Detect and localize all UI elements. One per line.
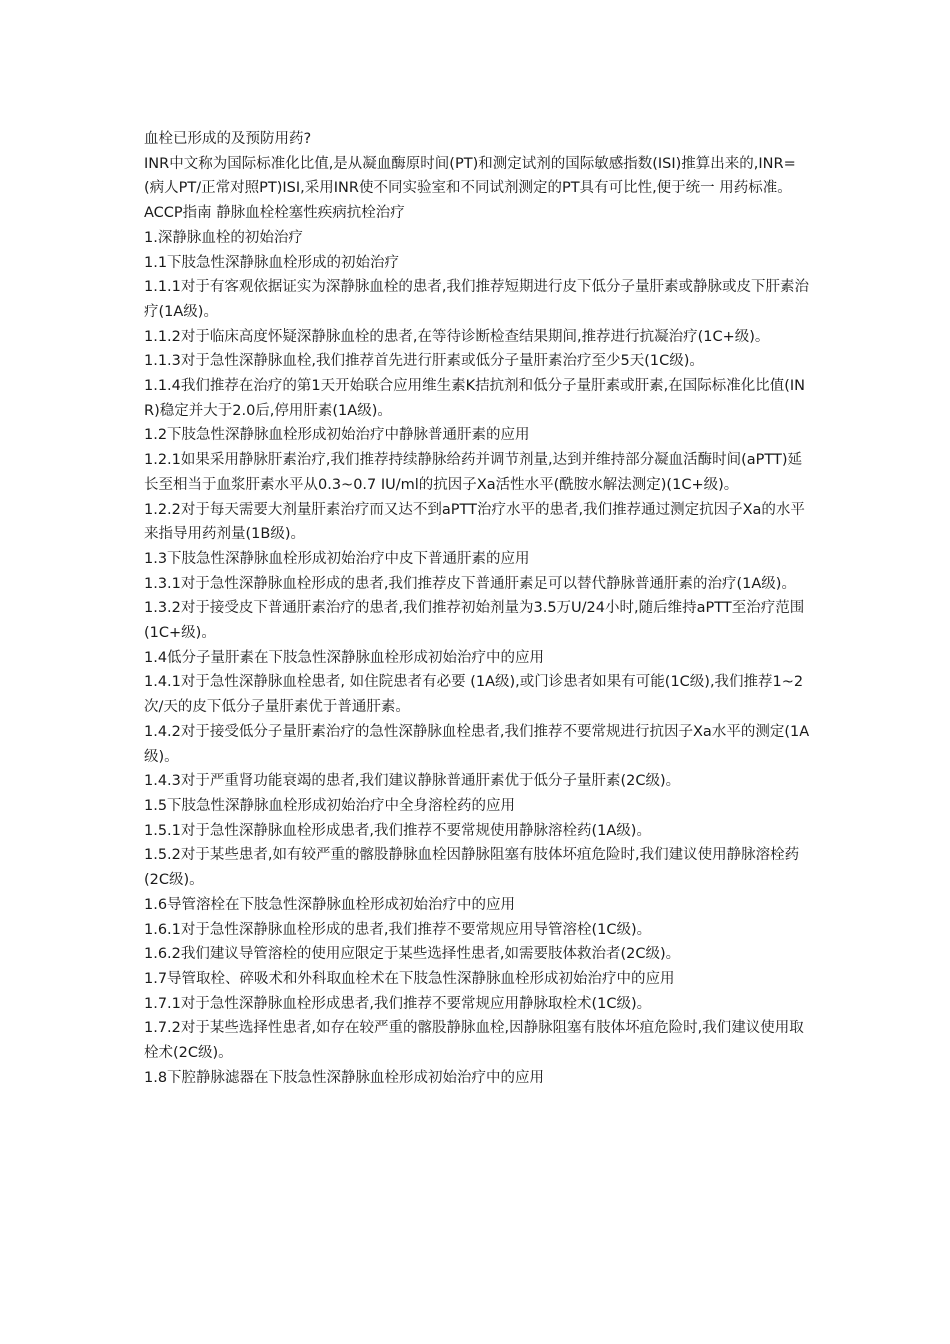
item-1-4-2: 1.4.2对于接受低分子量肝素治疗的急性深静脉血栓患者,我们推荐不要常规进行抗因子Ⅹa水平的测定(1A级)。 [144, 723, 810, 765]
section-heading-1-4: 1.4低分子量肝素在下肢急性深静脉血栓形成初始治疗中的应用 [144, 649, 545, 666]
paragraph-title: 血栓已形成的及预防用药? [144, 131, 312, 147]
section-heading-1: 1.深静脉血栓的初始治疗 [144, 229, 303, 246]
item-1-3-1: 1.3.1对于急性深静脉血栓形成的患者,我们推荐皮下普通肝素足可以替代静脉普通肝素的治疗(1A级)。 [144, 575, 796, 592]
item-1-7-1: 1.7.1对于急性深静脉血栓形成患者,我们推荐不要常规应用静脉取栓术(1C级)。 [144, 995, 652, 1012]
section-heading-1-8: 1.8下腔静脉滤器在下肢急性深静脉血栓形成初始治疗中的应用 [144, 1069, 545, 1086]
item-1-4-1: 1.4.1对于急性深静脉血栓患者, 如住院患者有必要 (1A级),或门诊患者如果有可能(1C级),我们推荐1~2次/天的皮下低分子量肝素优于普通肝素。 [144, 674, 804, 716]
section-heading-1-6: 1.6导管溶栓在下肢急性深静脉血栓形成初始治疗中的应用 [144, 896, 516, 913]
item-1-3-2: 1.3.2对于接受皮下普通肝素治疗的患者,我们推荐初始剂量为3.5万U/24小时,随后维持aPTT至治疗范围(1C+级)。 [144, 600, 805, 642]
section-heading-1-2: 1.2下肢急性深静脉血栓形成初始治疗中静脉普通肝素的应用 [144, 427, 530, 444]
item-1-4-3: 1.4.3对于严重肾功能衰竭的患者,我们建议静脉普通肝素优于低分子量肝素(2C级)。 [144, 773, 681, 790]
section-heading-1-1: 1.1下肢急性深静脉血栓形成的初始治疗 [144, 254, 400, 271]
item-1-2-2: 1.2.2对于每天需要大剂量肝素治疗而又达不到aPTT治疗水平的患者,我们推荐通过测定抗因子Ⅹa的水平来指导用药剂量(1B级)。 [144, 501, 805, 543]
item-1-1-1: 1.1.1对于有客观依据证实为深静脉血栓的患者,我们推荐短期进行皮下低分子量肝素或静脉或皮下肝素治疗(1A级)。 [144, 279, 809, 320]
item-1-5-2: 1.5.2对于某些患者,如有较严重的髂股静脉血栓因静脉阻塞有肢体坏疽危险时,我们建议使用静脉溶栓药(2C级)。 [144, 847, 800, 889]
paragraph-inr-definition: INR中文称为国际标准化比值,是从凝血酶原时间(PT)和测定试剂的国际敏感指数(ISI)推算出来的,INR=(病人PT/正常对照PT)ISI,采用INR使不同实验室和不同试剂测定的PT具有可比性,便于统一 用药标准。 [144, 155, 796, 197]
item-1-1-2: 1.1.2对于临床高度怀疑深静脉血栓的患者,在等待诊断检查结果期间,推荐进行抗凝治疗(1C+级)。 [144, 328, 770, 345]
item-1-6-1: 1.6.1对于急性深静脉血栓形成的患者,我们推荐不要常规应用导管溶栓(1C级)。 [144, 921, 652, 938]
item-1-1-3: 1.1.3对于急性深静脉血栓,我们推荐首先进行肝素或低分子量肝素治疗至少5天(1C级)。 [144, 353, 704, 370]
item-1-6-2: 1.6.2我们建议导管溶栓的使用应限定于某些选择性患者,如需要肢体救治者(2C级)。 [144, 946, 681, 963]
paragraph-accp-guideline: ACCP指南 静脉血栓栓塞性疾病抗栓治疗 [144, 205, 405, 222]
item-1-5-1: 1.5.1对于急性深静脉血栓形成患者,我们推荐不要常规使用静脉溶栓药(1A级)。 [144, 822, 651, 839]
section-heading-1-7: 1.7导管取栓、碎吸术和外科取血栓术在下肢急性深静脉血栓形成初始治疗中的应用 [144, 970, 675, 987]
section-heading-1-3: 1.3下肢急性深静脉血栓形成初始治疗中皮下普通肝素的应用 [144, 550, 530, 567]
item-1-1-4: 1.1.4我们推荐在治疗的第1天开始联合应用维生素K拮抗剂和低分子量肝素或肝素,在国际标准化比值(INR)稳定并大于2.0后,停用肝素(1A级)。 [144, 378, 806, 419]
item-1-2-1: 1.2.1如果采用静脉肝素治疗,我们推荐持续静脉给药并调节剂量,达到并维持部分凝血活酶时间(aPTT)延长至相当于血浆肝素水平从0.3~0.7 IU/ml的抗因子Ⅹa活性水平(酰胺水解法测定)(1C+级)。 [144, 452, 803, 493]
section-heading-1-5: 1.5下肢急性深静脉血栓形成初始治疗中全身溶栓药的应用 [144, 797, 516, 814]
document-body [144, 127, 812, 1090]
item-1-7-2: 1.7.2对于某些选择性患者,如存在较严重的髂股静脉血栓,因静脉阻塞有肢体坏疽危险时,我们建议使用取栓术(2C级)。 [144, 1020, 804, 1062]
